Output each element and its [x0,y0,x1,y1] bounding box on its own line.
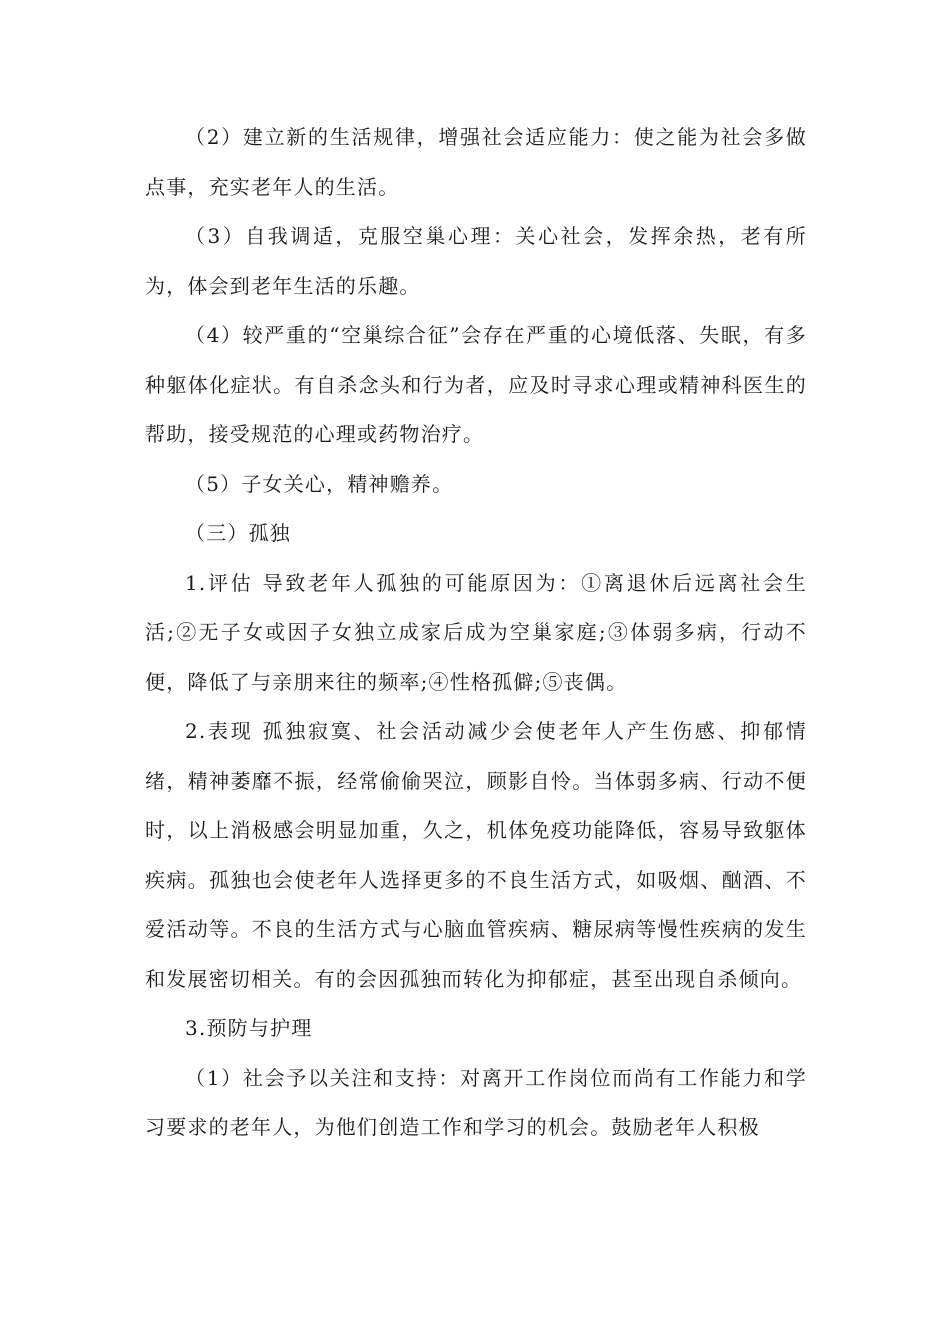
paragraph-item-4-empty-nest-syndrome: （4）较严重的“空巢综合征”会存在严重的心境低落、失眠，有多种躯体化症状。有自杀念头和行为者，应及时寻求心理或精神科医生的帮助，接受规范的心理或药物治疗。 [145,323,807,446]
paragraph-item-3-self-adjust: （3）自我调适，克服空巢心理：关心社会，发挥余热，老有所为，体会到老年生活的乐趣。 [145,224,807,298]
paragraph-item-5-children-care: （5）子女关心，精神赡养。 [185,471,454,496]
paragraph-manifestation: 2.表现 孤独寂寞、社会活动减少会使老年人产生伤感、抑郁情绪，精神萎靡不振，经常偷偷哭泣，顾影自怜。当体弱多病、行动不便时，以上消极感会明显加重，久之，机体免疫功能降低，容易导致躯体疾病。孤独也会使老年人选择更多的不良生活方式，如吸烟、酗酒、不爱活动等。不良的生活方式与心脑血管疾病、糖尿病等慢性疾病的发生和发展密切相关。有的会因孤独而转化为抑郁症，甚至出现自杀倾向。 [145,719,807,991]
paragraph-item-1-social-support: （1）社会予以关注和支持：对离开工作岗位而尚有工作能力和学习要求的老年人，为他们创造工作和学习的机会。鼓励老年人积极 [145,1065,807,1139]
paragraph-assessment: 1.评估 导致老年人孤独的可能原因为：①离退休后远离社会生活;②无子女或因子女独立成家后成为空巢家庭;③体弱多病，行动不便，降低了与亲朋来往的频率;④性格孤僻;⑤丧偶。 [145,570,807,694]
document-body [145,113,807,1153]
section-heading-loneliness: （三）孤独 [185,521,291,545]
subsection-heading-prevention-care: 3.预防与护理 [185,1016,313,1040]
paragraph-item-2-rebuild-routine: （2）建立新的生活规律，增强社会适应能力：使之能为社会多做点事，充实老年人的生活。 [145,125,807,199]
